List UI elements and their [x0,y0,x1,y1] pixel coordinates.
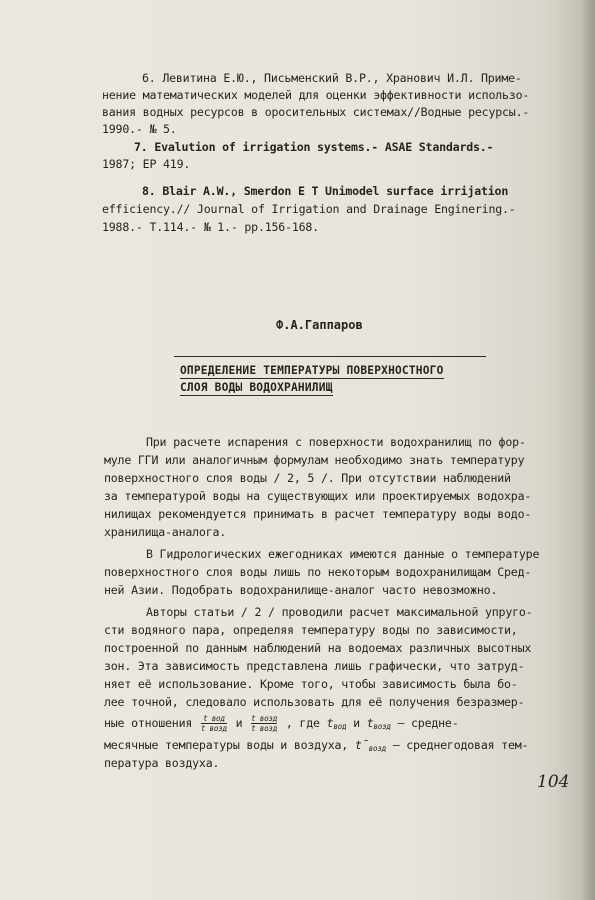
body-line-6: хранилища-аналога. [104,525,227,539]
formula-line [104,713,458,737]
formula-text-after: – средне- [397,716,459,730]
ratio-2-denominator: t возд [251,724,278,733]
formula-text-before: ные отношения [104,716,193,730]
reference-8-line-1: 8. Blair A.W., Smerdon E T Unimodel surface irrijation [142,184,509,198]
formula-and-1: и [235,716,243,730]
title-overline [174,356,486,357]
article-title-line-2: СЛОЯ ВОДЫ ВОДОХРАНИЛИЩ [180,381,333,394]
ratio-water-air [201,714,227,733]
symbol-t-water: t [326,716,334,730]
subscript-mean-air: возд [368,744,386,753]
symbol-t-air: t [366,716,374,730]
body-line-14: няет её использование. Кроме того, чтобы зависимость была бо- [104,677,518,691]
reference-6-line-2: нение математических моделей для оценки эффективности использо- [102,88,530,102]
body-line-8: поверхностного слоя воды лишь по некоторым водохранилищам Сред- [104,565,532,579]
body-line-13: зон. Эта зависимость представлена лишь графически, что затруд- [104,659,525,673]
reference-6-line-3: вания водных ресурсов в оросительных системах//Водные ресурсы.- [102,105,530,119]
body-line-7: В Гидрологических ежегодниках имеются данные о температуре [146,547,540,561]
page-binding-shadow [581,0,595,900]
body-line-1: При расчете испарения с поверхности водохранилищ по фор- [146,435,526,449]
body-line-10: Авторы статьи / 2 / проводили расчет максимальной упруго- [146,605,533,619]
body-line-3: поверхностного слоя воды / 2, 5 /. При отсутствии наблюдений [104,471,511,485]
reference-6-line-1: 6. Левитина Е.Ю., Письменский В.Р., Хранович И.Л. Приме- [142,71,522,85]
body-line-11: сти водяного пара, определяя температуру воды по зависимости, [104,623,518,637]
reference-6-line-4: 1990.- № 5. [102,122,177,136]
tail-line-1 [104,737,528,757]
tail-line-1-after: – среднегодовая тем- [392,738,529,752]
ratio-1-denominator: t возд [200,724,227,733]
body-line-9: ней Азии. Подобрать водохранилище-аналог часто невозможно. [104,583,498,597]
body-line-5: нилищах рекомендуется принимать в расчет температуру воды водо- [104,507,532,521]
ratio-1-numerator: t вод [201,714,227,724]
body-line-4: за температурой воды на существующих или проектируемых водохра- [104,489,532,503]
body-line-12: построенной по данным наблюдений на водоемах различных высотных [104,641,532,655]
subscript-air: возд [373,722,391,731]
article-title-line-1: ОПРЕДЕЛЕНИЕ ТЕМПЕРАТУРЫ ПОВЕРХНОСТНОГО [180,364,444,377]
ratio-2-numerator: t возд [251,714,278,723]
body-line-2: муле ГГИ или аналогичным формулам необходимо знать температуру [104,453,525,467]
reference-7-line-2: 1987; EP 419. [102,157,191,171]
article-author: Ф.А.Гаппаров [276,318,363,332]
symbol-t-mean-air: t̄ [354,738,369,752]
tail-line-2: пература воздуха. [104,756,220,770]
subscript-water: вод [333,722,347,731]
page-number: 104 [537,772,570,792]
formula-and-2: и [353,716,360,730]
reference-8-line-2: efficiency.// Journal of Irrigation and Drainage Enginering.- [102,202,516,216]
body-line-15: лее точной, следовало использовать для её получения безразмер- [104,695,525,709]
ratio-air-air [251,714,277,733]
tail-line-1-before: месячные температуры воды и воздуха, [104,738,349,752]
formula-text-mid: , где [285,716,320,730]
reference-7-line-1: 7. Evalution of irrigation systems.- ASAE Standards.- [134,140,494,154]
reference-8-line-3: 1988.- T.114.- № 1.- pp.156-168. [102,220,319,234]
